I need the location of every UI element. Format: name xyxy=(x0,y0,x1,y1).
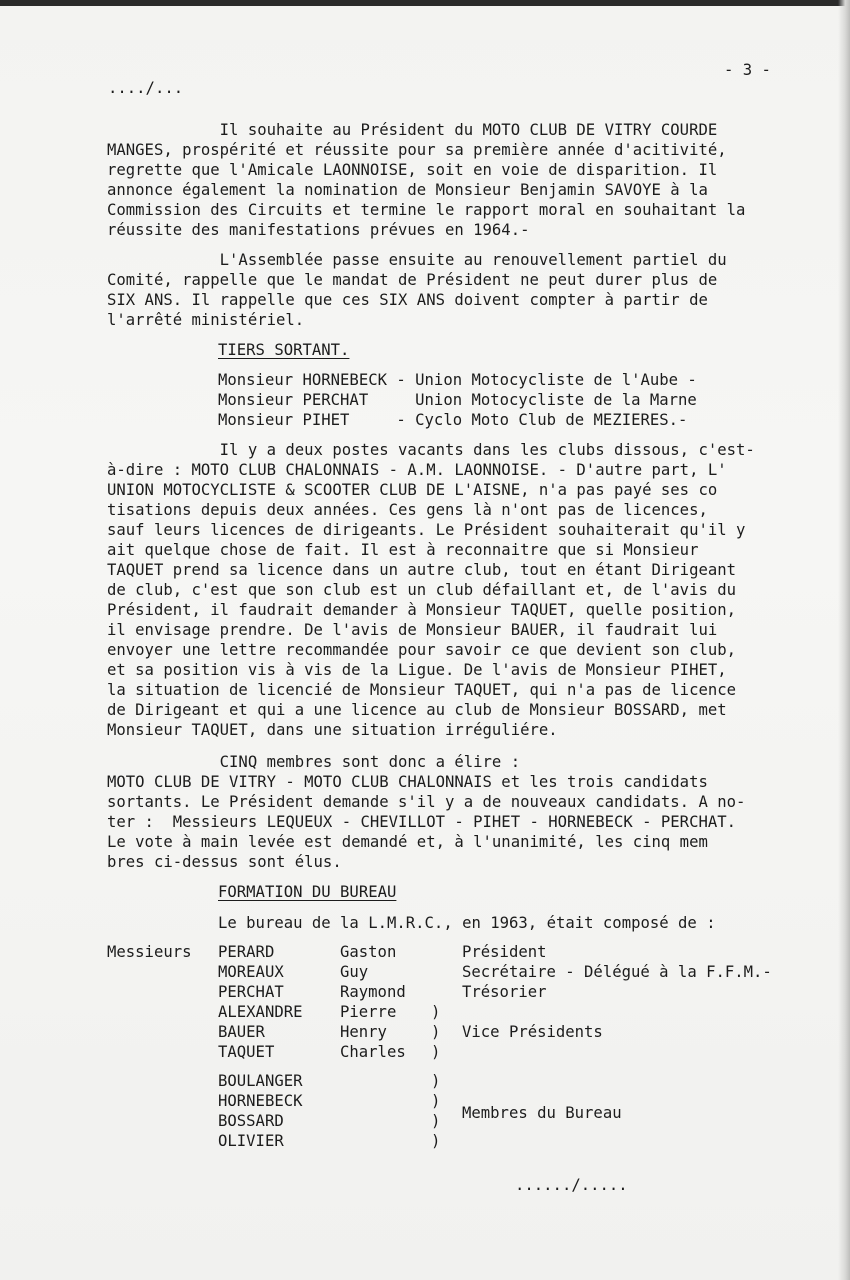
first-name: Raymond xyxy=(340,983,406,1001)
surname: TAQUET xyxy=(218,1043,275,1061)
text-line: il envisage prendre. De l'avis de Monsieur BAUER, il faudrait lui xyxy=(107,621,718,639)
text-line: Il y a deux postes vacants dans les clubs dissous, c'est- xyxy=(107,441,755,459)
text-line: ter : Messieurs LEQUEUX - CHEVILLOT - PIHET - HORNEBECK - PERCHAT. xyxy=(107,813,737,831)
text-line: Le vote à main levée est demandé et, à l'unanimité, les cinq mem xyxy=(107,833,708,851)
bureau-surnames xyxy=(218,942,303,1062)
text-line: Comité, rappelle que le mandat de Président ne peut durer plus de xyxy=(107,271,718,289)
bureau-row-label: Messieurs xyxy=(107,943,192,961)
text-line: SIX ANS. Il rappelle que ces SIX ANS doivent compter à partir de xyxy=(107,291,708,309)
brace-glyph: ) xyxy=(431,1043,441,1061)
text-line: MOTO CLUB DE VITRY - MOTO CLUB CHALONNAIS et les trois candidats xyxy=(107,773,708,791)
role-members: Membres du Bureau xyxy=(462,1104,622,1122)
continuation-mark-bottom: ....../..... xyxy=(515,1176,628,1194)
bureau-members-surnames xyxy=(218,1071,303,1151)
brace-glyph: ) xyxy=(431,1023,441,1041)
role-president: Président xyxy=(462,943,547,961)
text-line: de club, c'est que son club est un club défaillant et, de l'avis du xyxy=(107,581,737,599)
surname: HORNEBECK xyxy=(218,1092,303,1110)
text-line: sauf leurs licences de dirigeants. Le Président souhaiterait qu'il y xyxy=(107,521,746,539)
scan-right-edge xyxy=(838,0,850,1280)
first-name: Gaston xyxy=(340,943,397,961)
surname: BAUER xyxy=(218,1023,265,1041)
text-line: UNION MOTOCYCLISTE & SCOOTER CLUB DE L'AISNE, n'a pas payé ses co xyxy=(107,481,718,499)
bureau-intro: Le bureau de la L.M.R.C., en 1963, était composé de : xyxy=(218,914,716,932)
first-name: Henry xyxy=(340,1023,387,1041)
text-line: envoyer une lettre recommandée pour savoir ce que devient son club, xyxy=(107,641,737,659)
tiers-sortant-heading: TIERS SORTANT. xyxy=(218,341,350,359)
text-line: à-dire : MOTO CLUB CHALONNAIS - A.M. LAONNOISE. - D'autre part, L' xyxy=(107,461,727,479)
text-line: l'arrêté ministériel. xyxy=(107,311,305,329)
text-line: Il souhaite au Président du MOTO CLUB DE VITRY COURDE xyxy=(107,121,718,139)
surname: PERARD xyxy=(218,943,275,961)
surname: BOSSARD xyxy=(218,1112,284,1130)
continuation-mark-top: ..../... xyxy=(108,79,184,97)
text-line: L'Assemblée passe ensuite au renouvellement partiel du xyxy=(107,251,727,269)
text-line: ait quelque chose de fait. Il est à reconnaitre que si Monsieur xyxy=(107,541,699,559)
text-line: sortants. Le Président demande s'il y a de nouveaux candidats. A no- xyxy=(107,793,746,811)
surname: PERCHAT xyxy=(218,983,284,1001)
members-brace xyxy=(431,1071,440,1151)
first-name: Charles xyxy=(340,1043,406,1061)
election-paragraph xyxy=(107,752,797,872)
surname: MOREAUX xyxy=(218,963,284,981)
surname: BOULANGER xyxy=(218,1072,303,1090)
text-line: Monsieur TAQUET, dans une situation irréguliére. xyxy=(107,721,558,739)
scan-top-edge xyxy=(0,0,850,6)
text-line: et sa position vis à vis de la Ligue. De l'avis de Monsieur PIHET, xyxy=(107,661,727,679)
text-line: annonce également la nomination de Monsieur Benjamin SAVOYE à la xyxy=(107,181,708,199)
bureau-first-names xyxy=(340,942,406,1062)
first-name: Pierre xyxy=(340,1003,397,1021)
tiers-sortant-list xyxy=(218,370,798,430)
text-line: bres ci-dessus sont élus. xyxy=(107,853,342,871)
intro-paragraph xyxy=(107,120,797,240)
role-vice-presidents: Vice Présidents xyxy=(462,1023,603,1041)
brace-glyph: ) xyxy=(431,1112,441,1130)
surname: OLIVIER xyxy=(218,1132,284,1150)
text-line: tisations depuis deux années. Ces gens là n'ont pas de licences, xyxy=(107,501,708,519)
role-secretary: Secrétaire - Délégué à la F.F.M.- xyxy=(462,963,772,981)
text-line: réussite des manifestations prévues en 1964.- xyxy=(107,221,530,239)
brace-glyph: ) xyxy=(431,1092,441,1110)
text-line: MANGES, prospérité et réussite pour sa première année d'acitivité, xyxy=(107,141,727,159)
vice-presidents-brace xyxy=(431,1002,440,1062)
list-item: Monsieur PIHET - Cyclo Moto Club de MEZIERES.- xyxy=(218,411,688,429)
page-number: - 3 - xyxy=(724,61,771,79)
bureau-heading: FORMATION DU BUREAU xyxy=(218,883,397,901)
brace-glyph: ) xyxy=(431,1132,441,1150)
role-treasurer: Trésorier xyxy=(462,983,547,1001)
text-line: Commission des Circuits et termine le rapport moral en souhaitant la xyxy=(107,201,746,219)
text-line: de Dirigeant et qui a une licence au club de Monsieur BOSSARD, met xyxy=(107,701,727,719)
list-item: Monsieur PERCHAT Union Motocycliste de la Marne xyxy=(218,391,697,409)
text-line: CINQ membres sont donc a élire : xyxy=(107,753,521,771)
surname: ALEXANDRE xyxy=(218,1003,303,1021)
first-name: Guy xyxy=(340,963,369,981)
list-item: Monsieur HORNEBECK - Union Motocycliste de l'Aube - xyxy=(218,371,697,389)
text-line: la situation de licencié de Monsieur TAQUET, qui n'a pas de licence xyxy=(107,681,737,699)
vacancies-paragraph xyxy=(107,440,797,740)
text-line: TAQUET prend sa licence dans un autre club, tout en étant Dirigeant xyxy=(107,561,737,579)
text-line: regrette que l'Amicale LAONNOISE, soit en voie de disparition. Il xyxy=(107,161,718,179)
brace-glyph: ) xyxy=(431,1072,441,1090)
text-line: Président, il faudrait demander à Monsieur TAQUET, quelle position, xyxy=(107,601,737,619)
brace-glyph: ) xyxy=(431,1003,441,1021)
assembly-paragraph xyxy=(107,250,797,330)
